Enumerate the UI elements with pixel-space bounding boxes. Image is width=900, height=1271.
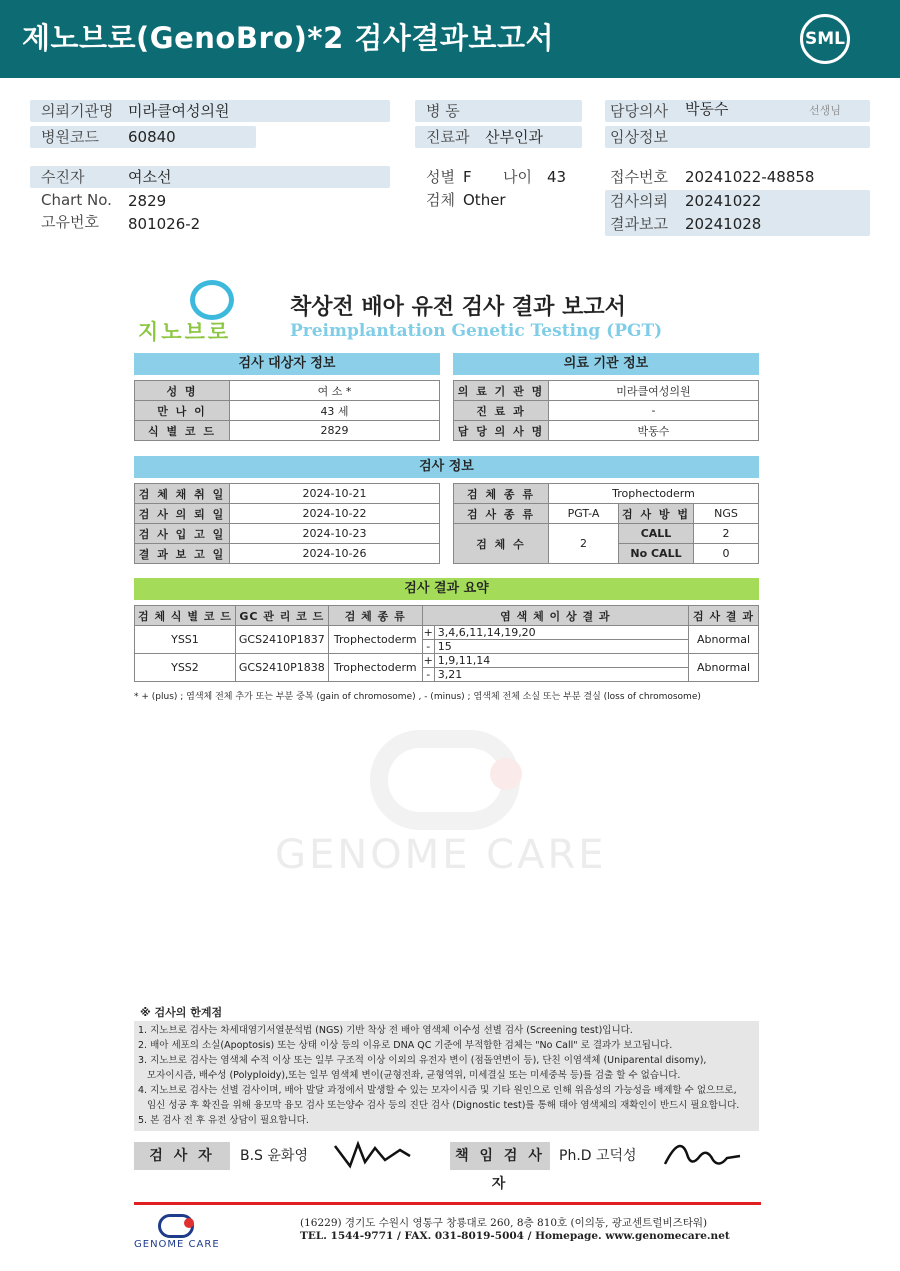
specimen-value: Other — [463, 191, 506, 209]
inst-name-value: 미라클여성의원 — [549, 381, 759, 401]
tester-name: B.S 윤화영 — [240, 1148, 308, 1164]
inst-doctor-label: 담 당 의 사 명 — [454, 421, 549, 441]
limit-line: 2. 배아 세포의 소실(Apoptosis) 또는 상태 이상 등의 이유로 DNA QC 기준에 부적합한 검체는 "No Call" 로 결과가 보고됩니다. — [138, 1040, 673, 1051]
nocall-value: 0 — [694, 544, 759, 564]
age-label: 나이 — [503, 168, 532, 186]
clinical-label: 임상정보 — [610, 128, 668, 146]
limit-line: 임신 성공 후 확진을 위해 융모막 융모 검사 또는양수 검사 등의 진단 검사 (Dignostic test)를 통해 태아 염색체의 재확인이 반드시 필요합니다. — [147, 1100, 740, 1111]
row2-gc: GCS2410P1838 — [235, 654, 328, 682]
summary-header: 검사 결과 요약 — [134, 578, 759, 600]
code-label: 병원코드 — [41, 128, 99, 146]
call-value: 2 — [694, 524, 759, 544]
col-specimen-id: 검 체 식 별 코 드 — [135, 606, 236, 626]
tester-label: 검 사 자 — [134, 1142, 230, 1170]
result-date-label: 결 과 보 고 일 — [135, 544, 230, 564]
collect-date-label: 검 체 채 취 일 — [135, 484, 230, 504]
sex-label: 성별 — [426, 168, 455, 186]
row1-type: Trophectoderm — [328, 626, 422, 654]
subject-id-label: 식 별 코 드 — [135, 421, 230, 441]
summary-table — [134, 605, 759, 682]
table-row — [135, 484, 440, 504]
table-row — [454, 401, 759, 421]
row2-plus: 1,9,11,14 — [434, 654, 688, 668]
report-date-label: 결과보고 — [610, 215, 668, 233]
genome-care-logo-text: GENOME CARE — [134, 1239, 220, 1250]
table-row — [454, 421, 759, 441]
doctor-label: 담당의사 — [610, 102, 668, 120]
specimen-type-value: Trophectoderm — [549, 484, 759, 504]
row2-minus: 3,21 — [434, 668, 688, 682]
dept-label: 진료과 — [426, 128, 470, 146]
row1-plus: 3,4,6,11,14,19,20 — [434, 626, 688, 640]
inst-name-label: 의 료 기 관 명 — [454, 381, 549, 401]
limits-title: ※ 검사의 한계점 — [140, 1006, 223, 1019]
limit-line: 모자이시즘, 배수성 (Polyploidy),또는 일부 염색체 변이(균형전좌, 균형역위, 미세결실 또는 미세중복 등)를 검출 할 수 없습니다. — [147, 1070, 681, 1081]
institution-header: 의료 기관 정보 — [453, 353, 759, 375]
receipt-label: 접수번호 — [610, 168, 668, 186]
report-title: 착상전 배아 유전 검사 결과 보고서 — [290, 295, 626, 320]
code-value: 60840 — [128, 128, 176, 146]
page-title: 제노브로(GenoBro)*2 검사결과보고서 — [22, 21, 554, 55]
dna-magnifier-icon — [190, 280, 234, 320]
row2-plus-sign: + — [423, 654, 433, 667]
footnote: * + (plus) ; 염색체 전체 추가 또는 부분 중복 (gain of chromosome) , - (minus) ; 염색체 전체 소실 또는 부분 결실 (loss of chromosome) — [134, 692, 701, 702]
subject-header: 검사 대상자 정보 — [134, 353, 440, 375]
sml-logo: SML — [800, 14, 850, 64]
limit-line: 1. 지노브로 검사는 차세대염기서열분석법 (NGS) 기반 착상 전 배아 염색체 이수성 선별 검사 (Screening test)입니다. — [138, 1025, 633, 1036]
row1-id: YSS1 — [135, 626, 236, 654]
genobro-logo: 지노브로 — [138, 320, 232, 344]
hospital-label: 의뢰기관명 — [41, 102, 114, 120]
uid-label: 고유번호 — [41, 213, 99, 231]
subject-id-value: 2829 — [230, 421, 440, 441]
table-row — [135, 606, 759, 626]
call-label: CALL — [619, 524, 694, 544]
table-row — [135, 381, 440, 401]
test-type-label: 검 사 종 류 — [454, 504, 549, 524]
row2-minus-sign: - — [422, 668, 434, 682]
table-row — [454, 484, 759, 504]
table-row — [454, 524, 759, 544]
method-value: NGS — [694, 504, 759, 524]
specimen-type-label: 검 체 종 류 — [454, 484, 549, 504]
table-row — [135, 401, 440, 421]
row2-result: Abnormal — [689, 654, 759, 682]
footer-contact: TEL. 1544-9771 / FAX. 031-8019-5004 / Homepage. www.genomecare.net — [300, 1230, 730, 1242]
footer-divider — [134, 1202, 761, 1205]
request-date-value: 2024-10-22 — [230, 504, 440, 524]
count-label: 검 체 수 — [454, 524, 549, 564]
table-row — [454, 504, 759, 524]
doctor-suffix: 선생님 — [809, 104, 841, 117]
specimen-label: 검체 — [426, 191, 455, 209]
report-date-value: 20241028 — [685, 215, 762, 233]
row1-result: Abnormal — [689, 626, 759, 654]
inst-doctor-value: 박동수 — [549, 421, 759, 441]
header-bar — [0, 0, 900, 78]
doctor-value: 박동수 — [685, 100, 729, 118]
limit-line: 4. 지노브로 검사는 선별 검사이며, 배아 발달 과정에서 발생할 수 있는 모자이시즘 및 기타 원인으로 인해 위음성의 가능성을 배제할 수 없으므로, — [138, 1085, 737, 1096]
uid-value: 801026-2 — [128, 215, 201, 233]
limit-line: 3. 지노브로 검사는 염색체 수적 이상 또는 일부 구조적 이상 이외의 유전자 변이 (점돌연변이 등), 단친 이염색체 (Uniparental disomy), — [138, 1055, 707, 1066]
test-info-header: 검사 정보 — [134, 456, 759, 478]
method-label: 검 사 방 법 — [619, 504, 694, 524]
limit-line: 5. 본 검사 전 후 유전 상담이 필요합니다. — [138, 1115, 309, 1126]
test-type-value: PGT-A — [549, 504, 619, 524]
table-row — [135, 626, 759, 640]
subject-name-value: 여 소 * — [230, 381, 440, 401]
ward-label: 병 동 — [426, 102, 460, 120]
footer-address: (16229) 경기도 수원시 영통구 창룡대로 260, 8층 810호 (이의동, 광교센트럴비즈타워) — [300, 1217, 708, 1229]
limits-box — [134, 1021, 759, 1131]
chief-signature — [655, 1134, 745, 1174]
request-value: 20241022 — [685, 192, 762, 210]
request-label: 검사의뢰 — [610, 192, 668, 210]
subject-age-label: 만 나 이 — [135, 401, 230, 421]
result-date-value: 2024-10-26 — [230, 544, 440, 564]
receipt-value: 20241022-48858 — [685, 168, 815, 186]
patient-label: 수진자 — [41, 168, 85, 186]
row1-minus: 15 — [434, 640, 688, 654]
table-row — [135, 654, 759, 668]
inst-dept-label: 진 료 과 — [454, 401, 549, 421]
table-row — [135, 421, 440, 441]
request-date-label: 검 사 의 뢰 일 — [135, 504, 230, 524]
watermark-dot — [490, 758, 522, 790]
col-gc-code: GC 관 리 코 드 — [235, 606, 328, 626]
receive-date-value: 2024-10-23 — [230, 524, 440, 544]
genome-care-logo-dot — [184, 1218, 194, 1228]
table-row — [135, 504, 440, 524]
table-row — [454, 381, 759, 401]
institution-table — [453, 380, 759, 441]
subject-age-value: 43 세 — [230, 401, 440, 421]
watermark-text: GENOME CARE — [275, 832, 607, 878]
age-value: 43 — [547, 168, 567, 186]
tester-signature — [330, 1136, 420, 1172]
table-row — [135, 524, 440, 544]
row1-gc: GCS2410P1837 — [235, 626, 328, 654]
subject-table — [134, 380, 440, 441]
chief-label: 책 임 검 사 자 — [450, 1142, 550, 1170]
report-subtitle: Preimplantation Genetic Testing (PGT) — [290, 321, 663, 341]
patient-value: 여소선 — [128, 168, 172, 186]
count-value: 2 — [549, 524, 619, 564]
test-dates-table — [134, 483, 440, 564]
row2-type: Trophectoderm — [328, 654, 422, 682]
row1-minus-sign: - — [422, 640, 434, 654]
receive-date-label: 검 사 입 고 일 — [135, 524, 230, 544]
col-specimen-type: 검 체 종 류 — [328, 606, 422, 626]
row2-id: YSS2 — [135, 654, 236, 682]
row1-plus-sign: + — [423, 626, 433, 639]
dept-value: 산부인과 — [485, 128, 543, 146]
sex-value: F — [463, 168, 472, 186]
chart-value: 2829 — [128, 192, 167, 210]
nocall-label: No CALL — [619, 544, 694, 564]
chief-name: Ph.D 고덕성 — [559, 1148, 637, 1164]
col-chromosome-result: 염 색 체 이 상 결 과 — [422, 606, 688, 626]
chart-label: Chart No. — [41, 191, 112, 209]
table-row — [135, 544, 440, 564]
collect-date-value: 2024-10-21 — [230, 484, 440, 504]
subject-name-label: 성 명 — [135, 381, 230, 401]
col-test-result: 검 사 결 과 — [689, 606, 759, 626]
test-detail-table — [453, 483, 759, 564]
inst-dept-value: - — [549, 401, 759, 421]
hospital-value: 미라클여성의원 — [128, 102, 230, 120]
